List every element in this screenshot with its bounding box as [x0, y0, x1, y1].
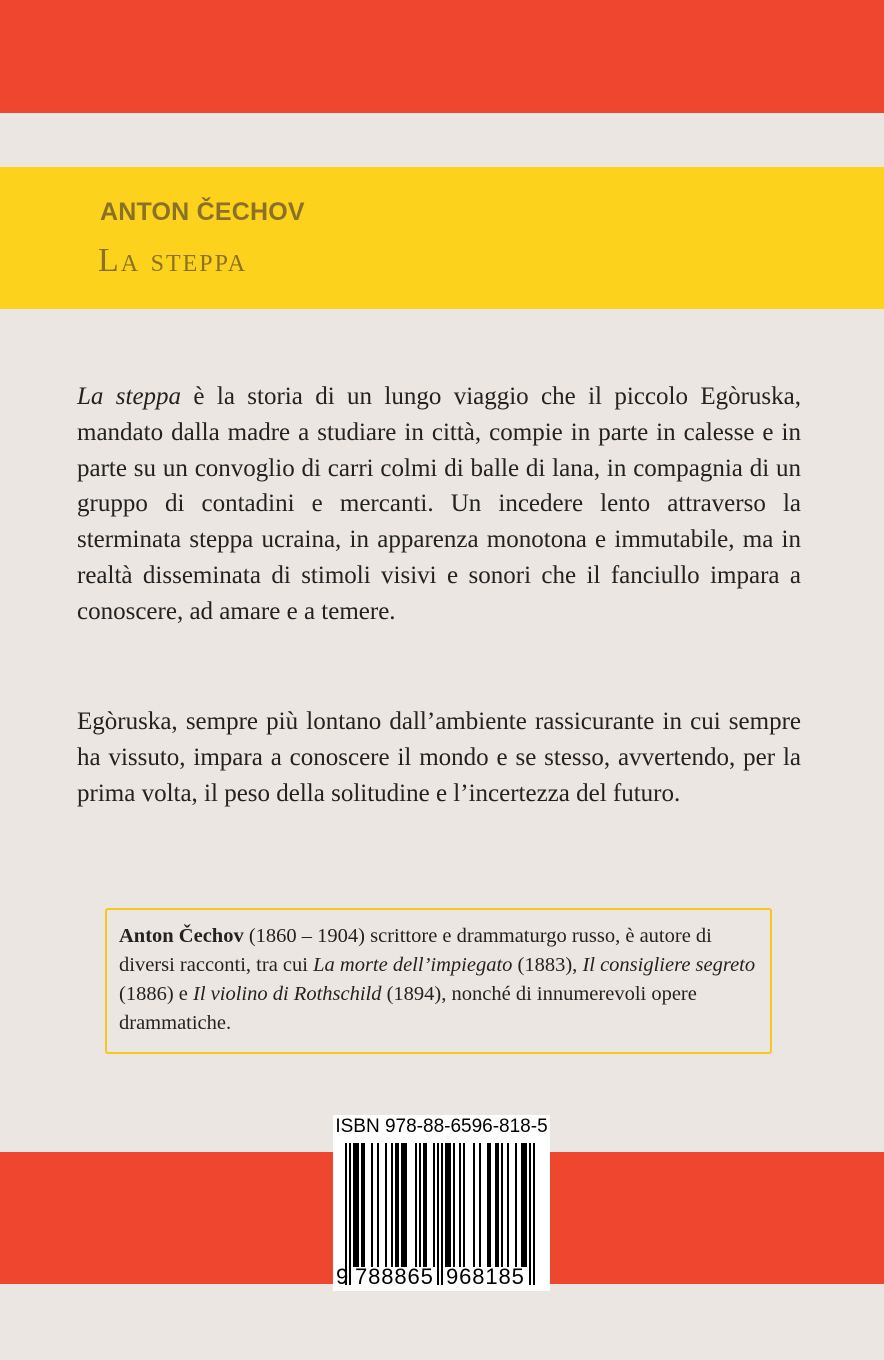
- barcode-bar: [397, 1143, 399, 1267]
- synopsis-text-1: è la storia di un lungo viaggio che il piccolo Egòruska, mandato dalla madre a studiare in città, compie in parte in calesse e in parte su un convoglio di carri colmi di balle di lana, in compagnia di un gruppo di contadini e mercanti. Un incedere lento attraverso la sterminata steppa ucraina, in apparenza monotona e immutabile, ma in realtà disseminata di stimoli visivi e sonori che il fanciullo impara a conoscere, ad amare e a temere.: [77, 383, 801, 625]
- barcode-bar: [415, 1143, 417, 1267]
- barcode-bar: [523, 1143, 525, 1267]
- synopsis-paragraph-2: Egòruska, sempre più lontano dall’ambiente rassicurante in cui sempre ha vissuto, impara a conoscere il mondo e se stesso, avvertendo, per la prima volta, il peso della solitudine e l’incertezza del futuro.: [77, 708, 801, 807]
- barcode-bar: [419, 1143, 421, 1267]
- barcode-bar: [507, 1143, 509, 1267]
- barcode-bar: [489, 1143, 491, 1267]
- barcode-digits-left: 788865: [355, 1264, 434, 1289]
- barcode-bar: [515, 1143, 517, 1267]
- barcode-bar: [391, 1143, 393, 1267]
- barcode-bar: [355, 1143, 357, 1267]
- author-bio-box: [105, 908, 772, 1054]
- bio-author-name: Anton Čechov: [119, 925, 244, 947]
- book-title: La steppa: [98, 242, 248, 279]
- barcode-bar: [423, 1143, 425, 1267]
- barcode-bar: [385, 1143, 387, 1267]
- barcode-bar: [445, 1143, 447, 1267]
- barcode-bar: [479, 1143, 481, 1267]
- barcode-bar: [495, 1143, 497, 1267]
- bio-work-1: La morte dell’impiegato: [313, 954, 513, 976]
- barcode-bar: [463, 1143, 465, 1267]
- barcode-bar: [501, 1143, 503, 1267]
- barcode-bar: [405, 1143, 407, 1267]
- bio-text-2: (1883),: [512, 954, 583, 976]
- bio-text-4: (1894), nonché di innumerevoli opere drammatiche.: [119, 983, 697, 1034]
- barcode-bar: [521, 1143, 523, 1267]
- barcode-bar: [433, 1143, 435, 1267]
- barcode-digits-right: 968185: [446, 1264, 525, 1289]
- barcode-digits: [333, 1264, 550, 1290]
- barcode-bar: [371, 1143, 373, 1267]
- synopsis-paragraph-1: [77, 379, 801, 630]
- barcode-bar: [357, 1143, 359, 1267]
- top-red-band: [0, 0, 884, 113]
- barcode-bar: [497, 1143, 499, 1267]
- bio-text-3: (1886) e: [119, 983, 194, 1005]
- title-band: [0, 167, 884, 309]
- synopsis-title-italic: La steppa: [77, 383, 182, 410]
- barcode-bar: [377, 1143, 379, 1267]
- bio-work-2: Il consigliere segreto: [582, 954, 756, 976]
- bio-work-3: Il violino di Rothschild: [193, 983, 382, 1005]
- barcode-bar: [449, 1143, 451, 1267]
- barcode-bar: [361, 1143, 363, 1267]
- barcode-bar: [473, 1143, 475, 1267]
- barcode-bar: [525, 1143, 527, 1267]
- barcode-bar: [353, 1143, 355, 1267]
- isbn-label: ISBN 978-88-6596-818-5: [335, 1116, 548, 1137]
- barcode-bar: [453, 1143, 455, 1267]
- author-name: ANTON ČECHOV: [100, 198, 305, 226]
- barcode-bar: [459, 1143, 461, 1267]
- barcode-bar: [401, 1143, 403, 1267]
- barcode-bar: [487, 1143, 489, 1267]
- bio-text-1: (1860 – 1904) scrittore e drammaturgo russo, è autore di diversi racconti, tra cui: [119, 925, 712, 976]
- barcode-bar: [425, 1143, 427, 1267]
- barcode-bar: [403, 1143, 405, 1267]
- barcode-bar: [447, 1143, 449, 1267]
- barcode-bar: [395, 1143, 397, 1267]
- barcode-bar: [363, 1143, 365, 1267]
- barcode-digit-first: 9: [336, 1264, 349, 1289]
- isbn-barcode: [333, 1115, 550, 1291]
